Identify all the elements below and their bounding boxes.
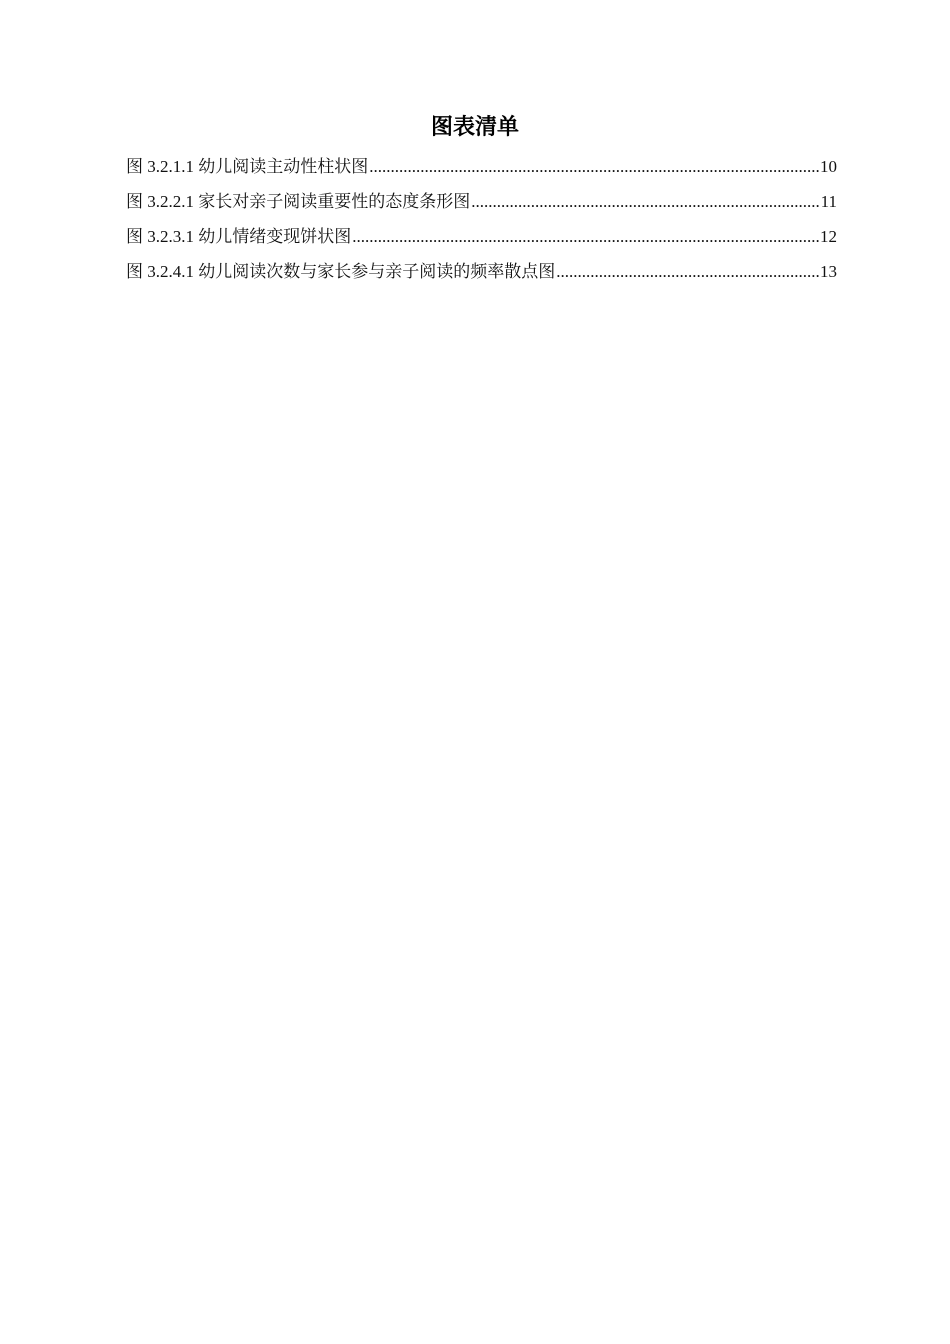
toc-page-number: 13 <box>820 262 837 281</box>
toc-entry[interactable] <box>126 187 837 222</box>
toc-dot-leader <box>556 257 819 287</box>
toc-page-number: 12 <box>820 227 837 246</box>
toc-entry[interactable] <box>126 222 837 257</box>
toc-dot-leader <box>352 222 819 252</box>
figure-list <box>126 152 837 292</box>
toc-dot-leader <box>369 152 819 182</box>
toc-entry-text: 图 3.2.2.1 家长对亲子阅读重要性的态度条形图 <box>126 192 471 211</box>
toc-entry-text: 图 3.2.4.1 幼儿阅读次数与家长参与亲子阅读的频率散点图 <box>126 262 556 281</box>
toc-dot-leader <box>471 187 819 217</box>
toc-entry[interactable] <box>126 152 837 187</box>
toc-page-number: 10 <box>820 157 837 176</box>
toc-page-number: 11 <box>820 192 837 211</box>
toc-title: 图表清单 <box>430 115 519 140</box>
toc-entry-text: 图 3.2.3.1 幼儿情绪变现饼状图 <box>126 227 352 246</box>
toc-entry[interactable] <box>126 257 837 292</box>
toc-entry-text: 图 3.2.1.1 幼儿阅读主动性柱状图 <box>126 157 369 176</box>
